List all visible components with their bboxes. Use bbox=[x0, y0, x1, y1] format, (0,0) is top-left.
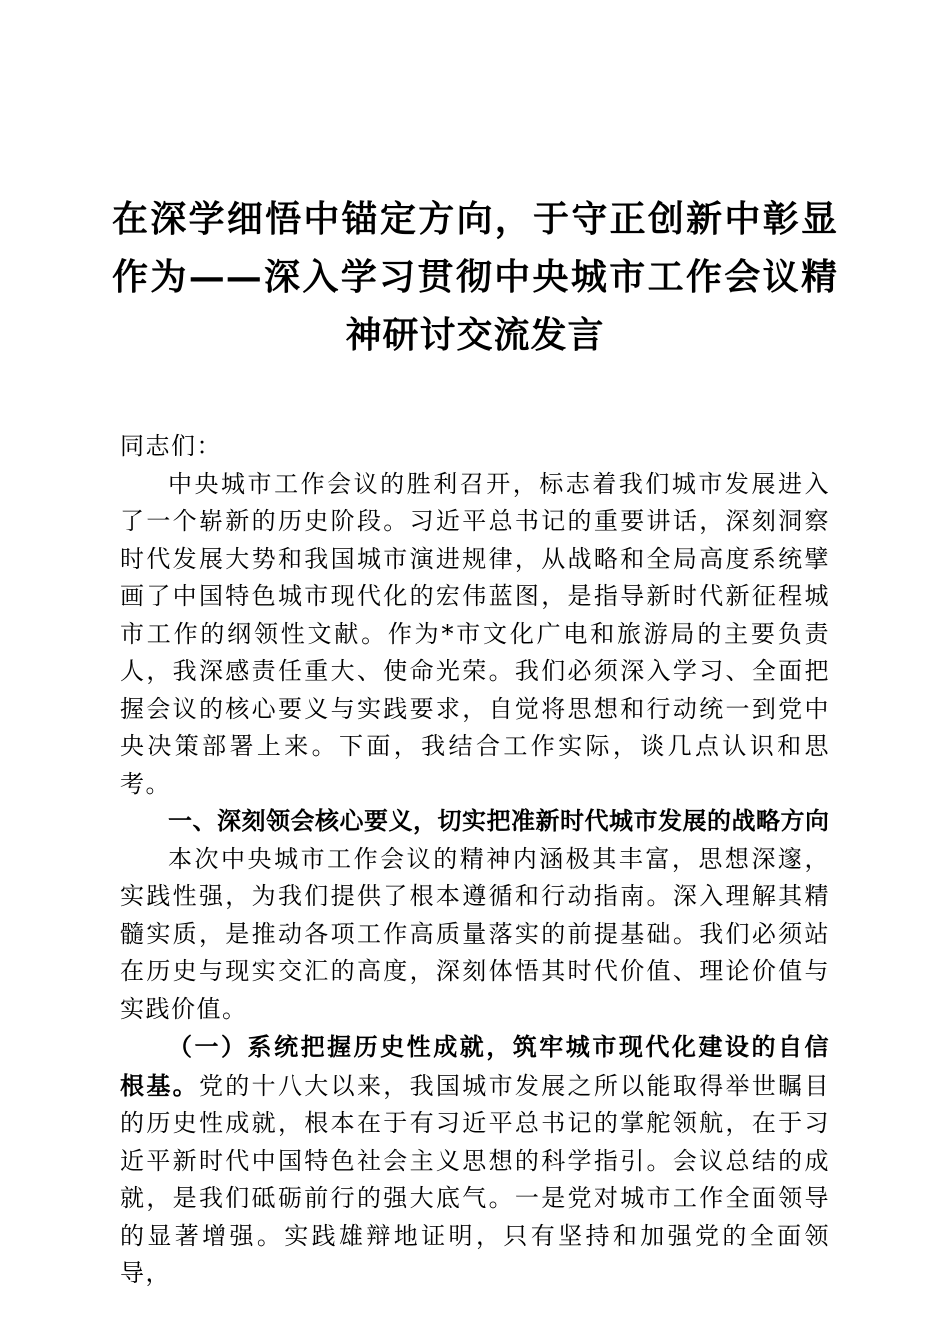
subsection-1-1-text: 党的十八大以来，我国城市发展之所以能取得举世瞩目的历史性成就，根本在于有习近平总书记的掌舵领航，在于习近平新时代中国特色社会主义思想的科学指引。会议总结的成就，是我们砥砺前行的强大底气。一是党对城市工作全面领导的显著增强。实践雄辩地证明，只有坚持和加强党的全面领导， bbox=[120, 1071, 831, 1287]
document-body bbox=[120, 428, 830, 1293]
subsection-heading-1-1: （一）系统把握历史性成就，筑牢城市现代化建设的自信根基。 bbox=[120, 1032, 830, 1100]
section-heading-1: 一、深刻领会核心要义，切实把准新时代城市发展的战略方向 bbox=[168, 807, 830, 835]
section-1-intro-paragraph: 本次中央城市工作会议的精神内涵极其丰富，思想深邃，实践性强，为我们提供了根本遵循和行动指南。深入理解其精髓实质，是推动各项工作高质量落实的前提基础。我们必须站在历史与现实交汇的高度，深刻体悟其时代价值、理论价值与实践价值。 bbox=[120, 844, 830, 1023]
document-title: 在深学细悟中锚定方向，于守正创新中彰显作为——深入学习贯彻中央城市工作会议精神研讨交流发言 bbox=[112, 198, 838, 356]
subsection-1-1-paragraph bbox=[120, 1028, 830, 1293]
intro-paragraph: 中央城市工作会议的胜利召开，标志着我们城市发展进入了一个崭新的历史阶段。习近平总书记的重要讲话，深刻洞察时代发展大势和我国城市演进规律，从战略和全局高度系统擘画了中国特色城市现代化的宏伟蓝图，是指导新时代新征程城市工作的纲领性文献。作为*市文化广电和旅游局的主要负责人，我深感责任重大、使命光荣。我们必须深入学习、全面把握会议的核心要义与实践要求，自觉将思想和行动统一到党中央决策部署上来。下面，我结合工作实际，谈几点认识和思考。 bbox=[120, 469, 830, 798]
salutation: 同志们： bbox=[120, 432, 222, 460]
